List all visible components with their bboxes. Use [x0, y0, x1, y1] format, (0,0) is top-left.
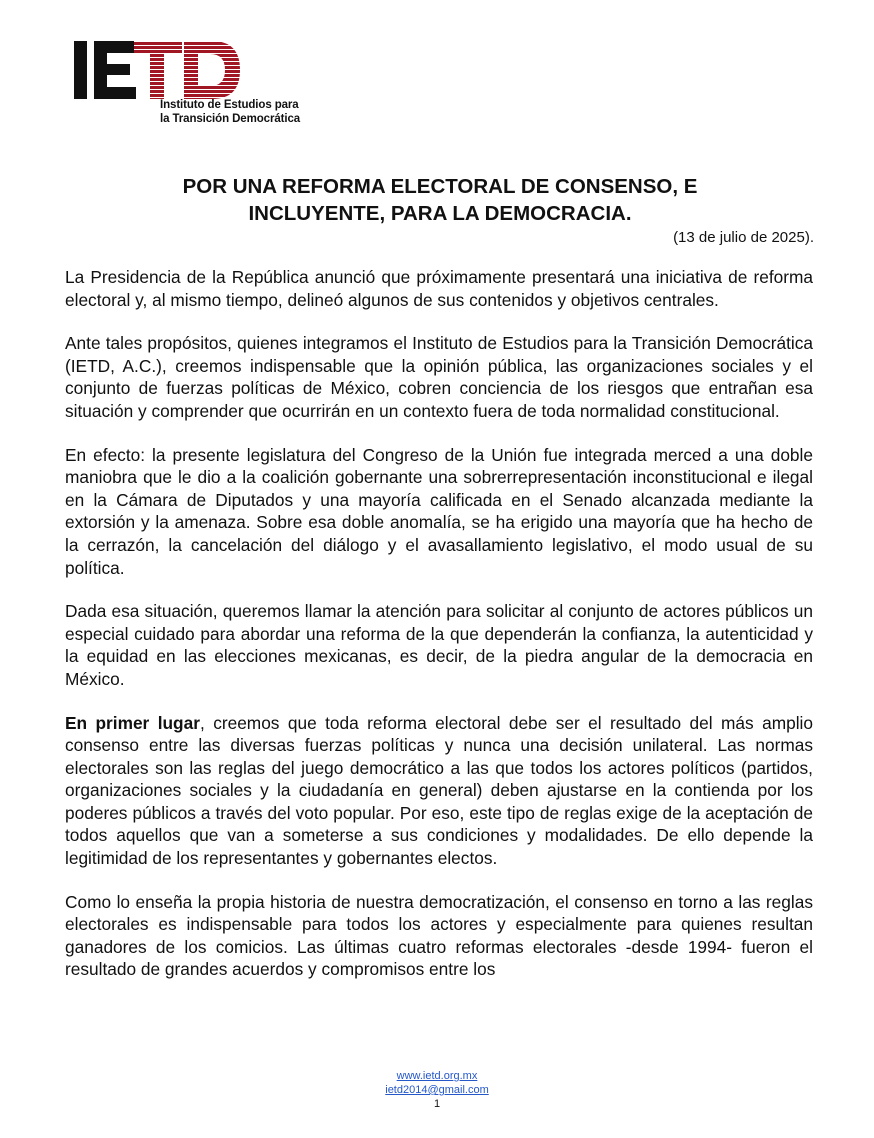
document-date: (13 de julio de 2025). — [673, 229, 814, 246]
ietd-logo-mark — [72, 38, 242, 100]
document-title — [90, 173, 790, 227]
title-line-1: POR UNA REFORMA ELECTORAL DE CONSENSO, E — [182, 175, 698, 198]
paragraph-2: Ante tales propósitos, quienes integramos el Instituto de Estudios para la Transición Democrática (IETD, A.C.), creemos indispensable que la opinión pública, las organizaciones sociales y el conjunto de fuerzas políticas de México, cobren conciencia de los riesgos que entrañan esa situación y comprender que ocurrirán en un contexto fuera de toda normalidad constitucional. — [65, 333, 813, 421]
logo-line-1: Instituto de Estudios para — [160, 99, 299, 111]
email-link[interactable]: ietd2014@gmail.com — [385, 1084, 489, 1096]
document-body — [65, 266, 813, 981]
page-number: 1 — [433, 1098, 441, 1110]
paragraph-3: En efecto: la presente legislatura del Congreso de la Unión fue integrada merced a una doble maniobra que le dio a la coalición gobernante una sobrerrepresentación inconstitucional e ilegal en la Cámara de Diputados y una mayoría calificada en el Senado alcanzada mediante la extorsión y la amenaza. Sobre esa doble anomalía, se ha erigido una mayoría que ha hecho de la cerrazón, la cancelación del diálogo y el avasallamiento legislativo, el modo usual de su política. — [65, 444, 813, 578]
paragraph-5 — [65, 712, 813, 870]
paragraph-5-text: , creemos que toda reforma electoral debe ser el resultado del más amplio consenso entre las diversas fuerzas políticas y nunca una decisión unilateral. Las normas electorales son las reglas del juego democrático a las que todos los actores políticos (partidos, organizaciones sociales y la ciudadanía en general) deben ajustarse en la contienda por los poderes públicos a través del voto popular. Por eso, este tipo de reglas exige de la aceptación de todos aquellos que van a someterse a sus condiciones y modalidades. De ello depende la legitimidad de los representantes y gobernantes electos. — [65, 712, 813, 869]
website-link[interactable]: www.ietd.org.mx — [396, 1070, 478, 1082]
page-footer — [0, 1069, 874, 1111]
logo-subtitle — [160, 98, 300, 126]
paragraph-4: Dada esa situación, queremos llamar la atención para solicitar al conjunto de actores públicos un especial cuidado para abordar una reforma de la que dependerán la confianza, la autenticidad y la equidad en las elecciones mexicanas, es decir, de la piedra angular de la democracia en México. — [65, 601, 813, 689]
ietd-logo — [72, 38, 312, 130]
paragraph-6: Como lo enseña la propia historia de nuestra democratización, el consenso en torno a las reglas electorales es indispensable para todos los actores y especialmente para quienes resultan ganadores de los comicios. Las últimas cuatro reformas electorales -desde 1994- fueron el resultado de grandes acuerdos y compromisos entre los — [65, 891, 813, 980]
title-line-2: INCLUYENTE, PARA LA DEMOCRACIA. — [248, 202, 632, 225]
logo-line-2: la Transición Democrática — [160, 113, 301, 125]
paragraph-5-lead: En primer lugar — [65, 712, 200, 733]
paragraph-1: La Presidencia de la República anunció que próximamente presentará una iniciativa de reforma electoral y, al mismo tiempo, delineó algunos de sus contenidos y objetivos centrales. — [65, 267, 813, 310]
